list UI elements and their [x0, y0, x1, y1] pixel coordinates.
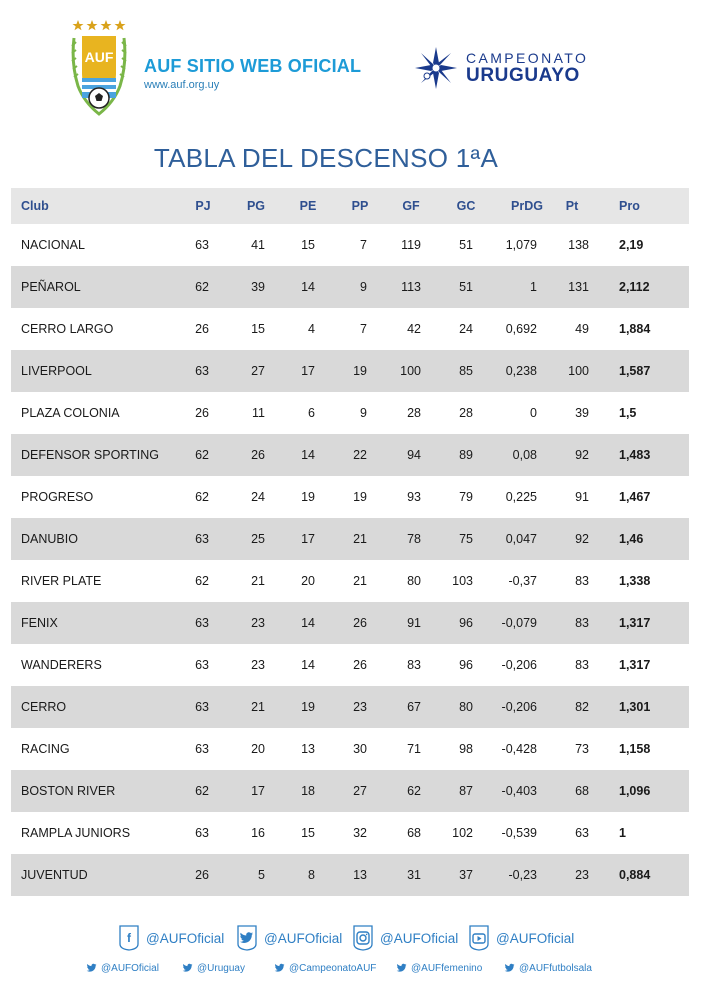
- cell-pg: 39: [251, 280, 265, 294]
- cell-pp: 23: [353, 700, 367, 714]
- cell-club: BOSTON RIVER: [21, 784, 116, 798]
- cell-pro: 1,884: [619, 322, 651, 336]
- cell-gf: 67: [407, 700, 421, 714]
- cell-pe: 8: [308, 868, 315, 882]
- cell-pe: 13: [301, 742, 315, 756]
- cell-pe: 4: [308, 322, 315, 336]
- col-header-gf: GF: [402, 199, 420, 213]
- cell-gc: 80: [459, 700, 473, 714]
- social-links-main: [0, 924, 702, 954]
- cell-pj: 62: [195, 280, 209, 294]
- cell-pp: 7: [360, 238, 367, 252]
- social-link-secondary[interactable]: [182, 960, 245, 976]
- cell-gf: 113: [401, 280, 421, 294]
- cell-pg: 21: [251, 574, 265, 588]
- cell-prdg: 0,047: [505, 532, 537, 546]
- auf-logo-icon: [70, 18, 128, 118]
- cell-gf: 71: [407, 742, 421, 756]
- social-link-secondary[interactable]: [504, 960, 592, 976]
- cell-pp: 26: [353, 616, 367, 630]
- cell-prdg: -0,37: [508, 574, 537, 588]
- cell-club: CERRO LARGO: [21, 322, 114, 336]
- cell-gf: 93: [407, 490, 421, 504]
- cell-gf: 100: [400, 364, 421, 378]
- cell-pj: 26: [195, 406, 209, 420]
- cell-pro: 1,467: [619, 490, 651, 504]
- cell-gc: 51: [459, 238, 473, 252]
- social-handle: @Uruguay: [197, 962, 245, 974]
- cell-pg: 17: [251, 784, 265, 798]
- auf-site-title: AUF SITIO WEB OFICIAL: [144, 56, 362, 76]
- cell-gf: 80: [407, 574, 421, 588]
- cell-pj: 63: [195, 238, 209, 252]
- cell-pg: 21: [251, 700, 265, 714]
- cell-gc: 96: [459, 658, 473, 672]
- cell-pro: 1,317: [619, 658, 651, 672]
- table-row: [11, 308, 689, 350]
- cell-pro: 0,884: [619, 868, 651, 882]
- cell-club: PEÑAROL: [21, 280, 81, 294]
- table-row: [11, 350, 689, 392]
- cell-pt: 68: [575, 784, 589, 798]
- cell-pro: 2,19: [619, 238, 644, 252]
- cell-prdg: 0,692: [505, 322, 537, 336]
- cell-pp: 7: [360, 322, 367, 336]
- cell-pj: 63: [195, 826, 209, 840]
- social-link-secondary[interactable]: [396, 960, 482, 976]
- cell-pj: 62: [195, 490, 209, 504]
- cell-club: DANUBIO: [21, 532, 78, 546]
- standings-table: [11, 188, 689, 896]
- cell-pp: 9: [360, 280, 367, 294]
- cell-gf: 31: [407, 868, 421, 882]
- cell-pe: 20: [301, 574, 315, 588]
- campeonato-star-icon: [414, 46, 458, 90]
- social-link-main[interactable]: [352, 924, 458, 952]
- uruguayo-label: URUGUAYO: [466, 65, 580, 86]
- cell-pp: 21: [353, 532, 367, 546]
- cell-pt: 83: [575, 658, 589, 672]
- table-row: [11, 854, 689, 896]
- cell-prdg: -0,403: [501, 784, 537, 798]
- social-handle: @AUFOficial: [496, 930, 575, 946]
- twitter-icon: [86, 963, 97, 973]
- cell-pg: 25: [251, 532, 265, 546]
- svg-text:f: f: [127, 931, 131, 945]
- table-row: [11, 560, 689, 602]
- cell-club: RACING: [21, 742, 70, 756]
- cell-pe: 17: [301, 532, 315, 546]
- cell-pro: 1,46: [619, 532, 644, 546]
- twitter-icon: [182, 963, 193, 973]
- cell-pe: 18: [301, 784, 315, 798]
- cell-pg: 23: [251, 616, 265, 630]
- cell-pj: 63: [195, 616, 209, 630]
- social-handle: @AUFOficial: [380, 930, 459, 946]
- cell-pe: 14: [301, 448, 315, 462]
- cell-club: DEFENSOR SPORTING: [21, 448, 159, 462]
- cell-club: CERRO: [21, 700, 67, 714]
- cell-prdg: 0,225: [505, 490, 537, 504]
- social-handle: @CampeonatoAUF: [289, 962, 377, 974]
- social-link-main[interactable]: [468, 924, 574, 952]
- cell-pe: 17: [301, 364, 315, 378]
- auf-site-url[interactable]: www.auf.org.uy: [144, 79, 220, 91]
- cell-pe: 6: [308, 406, 315, 420]
- auf-brand: [144, 56, 361, 91]
- cell-pg: 15: [251, 322, 265, 336]
- twitter-icon: [236, 925, 258, 951]
- twitter-icon: [396, 963, 407, 973]
- cell-gf: 62: [407, 784, 421, 798]
- cell-prdg: -0,079: [501, 616, 537, 630]
- cell-pj: 62: [195, 448, 209, 462]
- cell-pt: 100: [568, 364, 589, 378]
- cell-gf: 28: [407, 406, 421, 420]
- cell-club: LIVERPOOL: [21, 364, 92, 378]
- cell-pro: 1: [619, 826, 626, 840]
- cell-gc: 103: [452, 574, 473, 588]
- table-row: [11, 686, 689, 728]
- cell-pt: 49: [575, 322, 589, 336]
- cell-club: RAMPLA JUNIORS: [21, 826, 131, 840]
- cell-gf: 78: [407, 532, 421, 546]
- cell-pe: 19: [301, 700, 315, 714]
- cell-club: JUVENTUD: [21, 868, 88, 882]
- col-header-pp: PP: [351, 199, 369, 213]
- cell-gc: 24: [459, 322, 473, 336]
- table-row: [11, 770, 689, 812]
- social-handle: @AUFOficial: [101, 962, 159, 974]
- cell-pe: 14: [301, 616, 315, 630]
- cell-pj: 63: [195, 364, 209, 378]
- table-row: [11, 602, 689, 644]
- cell-pe: 19: [301, 490, 315, 504]
- cell-pg: 23: [251, 658, 265, 672]
- cell-gf: 119: [401, 238, 421, 252]
- cell-pg: 26: [251, 448, 265, 462]
- cell-gf: 94: [407, 448, 421, 462]
- cell-club: FENIX: [21, 616, 58, 630]
- col-header-pt: Pt: [565, 199, 579, 213]
- youtube-icon: [468, 925, 490, 951]
- cell-pt: 131: [568, 280, 589, 294]
- table-row: [11, 812, 689, 854]
- social-link-secondary[interactable]: [86, 960, 159, 976]
- cell-pro: 2,112: [619, 280, 650, 294]
- cell-pt: 82: [575, 700, 589, 714]
- cell-pt: 83: [575, 574, 589, 588]
- campeonato-label: CAMPEONATO: [466, 50, 589, 66]
- table-row: [11, 644, 689, 686]
- cell-gc: 102: [452, 826, 473, 840]
- col-header-prdg: PrDG: [511, 199, 543, 213]
- cell-pp: 22: [353, 448, 367, 462]
- cell-pp: 13: [353, 868, 367, 882]
- page-header: [0, 0, 702, 130]
- cell-pj: 63: [195, 700, 209, 714]
- cell-prdg: 0: [530, 406, 537, 420]
- social-links-secondary: [0, 960, 702, 978]
- cell-pp: 21: [353, 574, 367, 588]
- social-link-main[interactable]: [118, 924, 224, 952]
- cell-pro: 1,158: [619, 742, 651, 756]
- social-link-secondary[interactable]: [274, 960, 376, 976]
- cell-gf: 83: [407, 658, 421, 672]
- cell-pg: 27: [251, 364, 265, 378]
- cell-club: PLAZA COLONIA: [21, 406, 120, 420]
- cell-pe: 15: [301, 826, 315, 840]
- table-header-row: [11, 188, 689, 224]
- cell-gf: 91: [407, 616, 421, 630]
- cell-prdg: -0,206: [501, 700, 537, 714]
- cell-gc: 75: [459, 532, 473, 546]
- cell-club: RIVER PLATE: [21, 574, 102, 588]
- cell-prdg: 0,08: [512, 448, 537, 462]
- social-handle: @AUFOficial: [146, 930, 225, 946]
- cell-pp: 26: [353, 658, 367, 672]
- col-header-gc: GC: [456, 199, 476, 213]
- cell-gc: 28: [459, 406, 473, 420]
- cell-pro: 1,483: [619, 448, 651, 462]
- table-row: [11, 224, 689, 266]
- table-row: [11, 392, 689, 434]
- cell-pp: 27: [353, 784, 367, 798]
- twitter-icon: [504, 963, 515, 973]
- cell-pt: 73: [575, 742, 589, 756]
- campeonato-brand: [466, 50, 588, 87]
- cell-gc: 96: [459, 616, 473, 630]
- cell-prdg: 1,079: [505, 238, 537, 252]
- cell-prdg: 0,238: [505, 364, 537, 378]
- cell-prdg: -0,428: [501, 742, 537, 756]
- cell-pro: 1,587: [619, 364, 651, 378]
- cell-pj: 62: [195, 784, 209, 798]
- cell-prdg: 1: [530, 280, 537, 294]
- cell-pt: 92: [575, 532, 589, 546]
- cell-pp: 19: [353, 490, 367, 504]
- cell-pg: 11: [252, 406, 265, 420]
- cell-pp: 30: [353, 742, 367, 756]
- cell-pg: 20: [251, 742, 265, 756]
- cell-pro: 1,5: [619, 406, 637, 420]
- page-title-text: TABLA DEL DESCENSO 1ªA: [153, 143, 499, 173]
- cell-pro: 1,317: [619, 616, 651, 630]
- col-header-pj: PJ: [195, 199, 211, 213]
- cell-pj: 63: [195, 532, 209, 546]
- cell-prdg: -0,23: [508, 868, 537, 882]
- social-handle: @AUFfutbolsala: [519, 962, 592, 974]
- cell-pt: 138: [568, 238, 589, 252]
- cell-gc: 51: [459, 280, 473, 294]
- col-header-pe: PE: [299, 199, 317, 213]
- cell-pj: 63: [195, 658, 209, 672]
- cell-club: PROGRESO: [21, 490, 94, 504]
- cell-pe: 15: [301, 238, 315, 252]
- col-header-pg: PG: [246, 199, 266, 213]
- svg-text:AUF: AUF: [84, 49, 114, 65]
- cell-pg: 41: [251, 238, 265, 252]
- table-row: [11, 518, 689, 560]
- cell-gc: 37: [459, 868, 473, 882]
- page-title: [0, 143, 652, 174]
- social-handle: @AUFfemenino: [411, 962, 483, 974]
- cell-gc: 85: [459, 364, 473, 378]
- cell-gf: 42: [407, 322, 421, 336]
- cell-pro: 1,096: [619, 784, 651, 798]
- cell-pt: 92: [575, 448, 589, 462]
- cell-pe: 14: [301, 658, 315, 672]
- cell-pe: 14: [301, 280, 315, 294]
- cell-club: WANDERERS: [21, 658, 102, 672]
- cell-prdg: -0,539: [501, 826, 537, 840]
- cell-pro: 1,301: [619, 700, 651, 714]
- cell-pt: 39: [575, 406, 589, 420]
- cell-pj: 62: [195, 574, 209, 588]
- cell-pro: 1,338: [619, 574, 651, 588]
- instagram-icon: [352, 925, 374, 951]
- cell-pt: 63: [575, 826, 589, 840]
- social-link-main[interactable]: [236, 924, 342, 952]
- cell-pg: 5: [258, 868, 265, 882]
- table-row: [11, 728, 689, 770]
- cell-pt: 83: [575, 616, 589, 630]
- col-header-club: Club: [21, 199, 49, 213]
- cell-pj: 26: [195, 322, 209, 336]
- cell-pt: 23: [575, 868, 589, 882]
- cell-pg: 16: [251, 826, 265, 840]
- col-header-pro: Pro: [619, 199, 640, 213]
- cell-pj: 63: [195, 742, 209, 756]
- cell-pg: 24: [251, 490, 265, 504]
- cell-pt: 91: [575, 490, 589, 504]
- cell-pp: 32: [353, 826, 367, 840]
- cell-pj: 26: [195, 868, 209, 882]
- table-row: [11, 476, 689, 518]
- cell-prdg: -0,206: [501, 658, 537, 672]
- table-row: [11, 266, 689, 308]
- table-row: [11, 434, 689, 476]
- cell-gf: 68: [407, 826, 421, 840]
- cell-gc: 98: [459, 742, 473, 756]
- cell-gc: 89: [459, 448, 473, 462]
- twitter-icon: [274, 963, 285, 973]
- cell-gc: 79: [459, 490, 473, 504]
- facebook-icon: [118, 925, 140, 951]
- social-handle: @AUFOficial: [264, 930, 343, 946]
- cell-gc: 87: [459, 784, 473, 798]
- cell-pp: 9: [360, 406, 367, 420]
- cell-club: NACIONAL: [21, 238, 85, 252]
- cell-pp: 19: [353, 364, 367, 378]
